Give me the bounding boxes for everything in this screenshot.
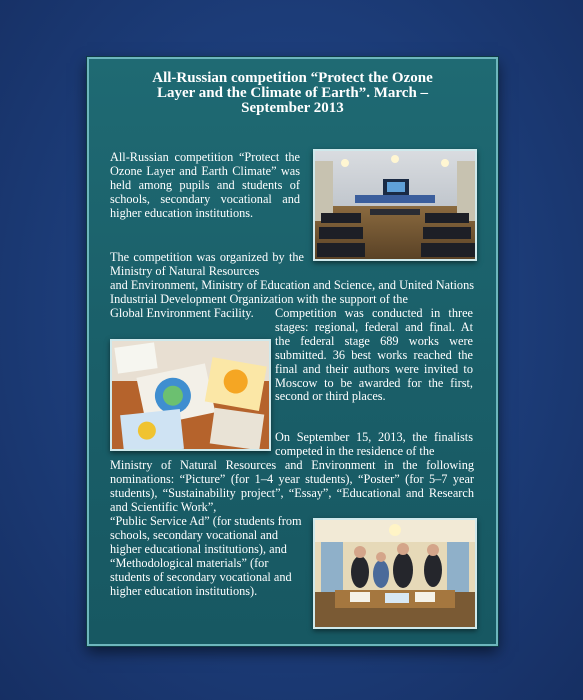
conference-hall-photo <box>313 149 477 261</box>
paragraph-finalists-start: On September 15, 2013, the finalists competed in the residence of the <box>275 430 473 458</box>
title-line-2: Layer and the Climate of Earth”. March – <box>156 85 429 101</box>
paragraph-nominations: Ministry of Natural Resources and Environment in the following nominations: “Picture” (for 1–4 year students), “Poster” (for 5–7 year students), “Sustainability project”, “Essay”, “Educational and Research and Scientific Work”, <box>110 458 474 514</box>
article-panel <box>87 57 498 646</box>
paragraph-stages: Competition was conducted in three stages: regional, federal and final. At the federal stage 689 works were submitted. 36 best works reached the final and their authors were invited to Moscow to be awarded for the first, second or third places. <box>275 306 473 404</box>
title-line-3: September 2013 <box>241 100 344 116</box>
article-title <box>99 71 486 116</box>
paragraph-public-service-ad: “Public Service Ad” (for students from schools, secondary vocational and higher educational institutions), and “Methodological materials” (for students of secondary vocational and higher education institutions). <box>110 514 302 598</box>
children-drawings-photo <box>110 339 271 451</box>
paragraph-intro: All-Russian competition “Protect the Ozone Layer and Earth Climate” was held among pupils and students of schools, secondary vocational and higher education institutions. <box>110 150 300 220</box>
jury-room-photo <box>313 518 477 629</box>
paragraph-organizers-start: The competition was organized by the Ministry of Natural Resources <box>110 250 304 278</box>
title-line-1: All-Russian competition “Protect the Ozone <box>152 70 433 86</box>
paragraph-gef: Global Environment Facility. <box>110 306 254 320</box>
paragraph-organizers-continued: and Environment, Ministry of Education and Science, and United Nations Industrial Development Organization with the support of the <box>110 278 474 306</box>
